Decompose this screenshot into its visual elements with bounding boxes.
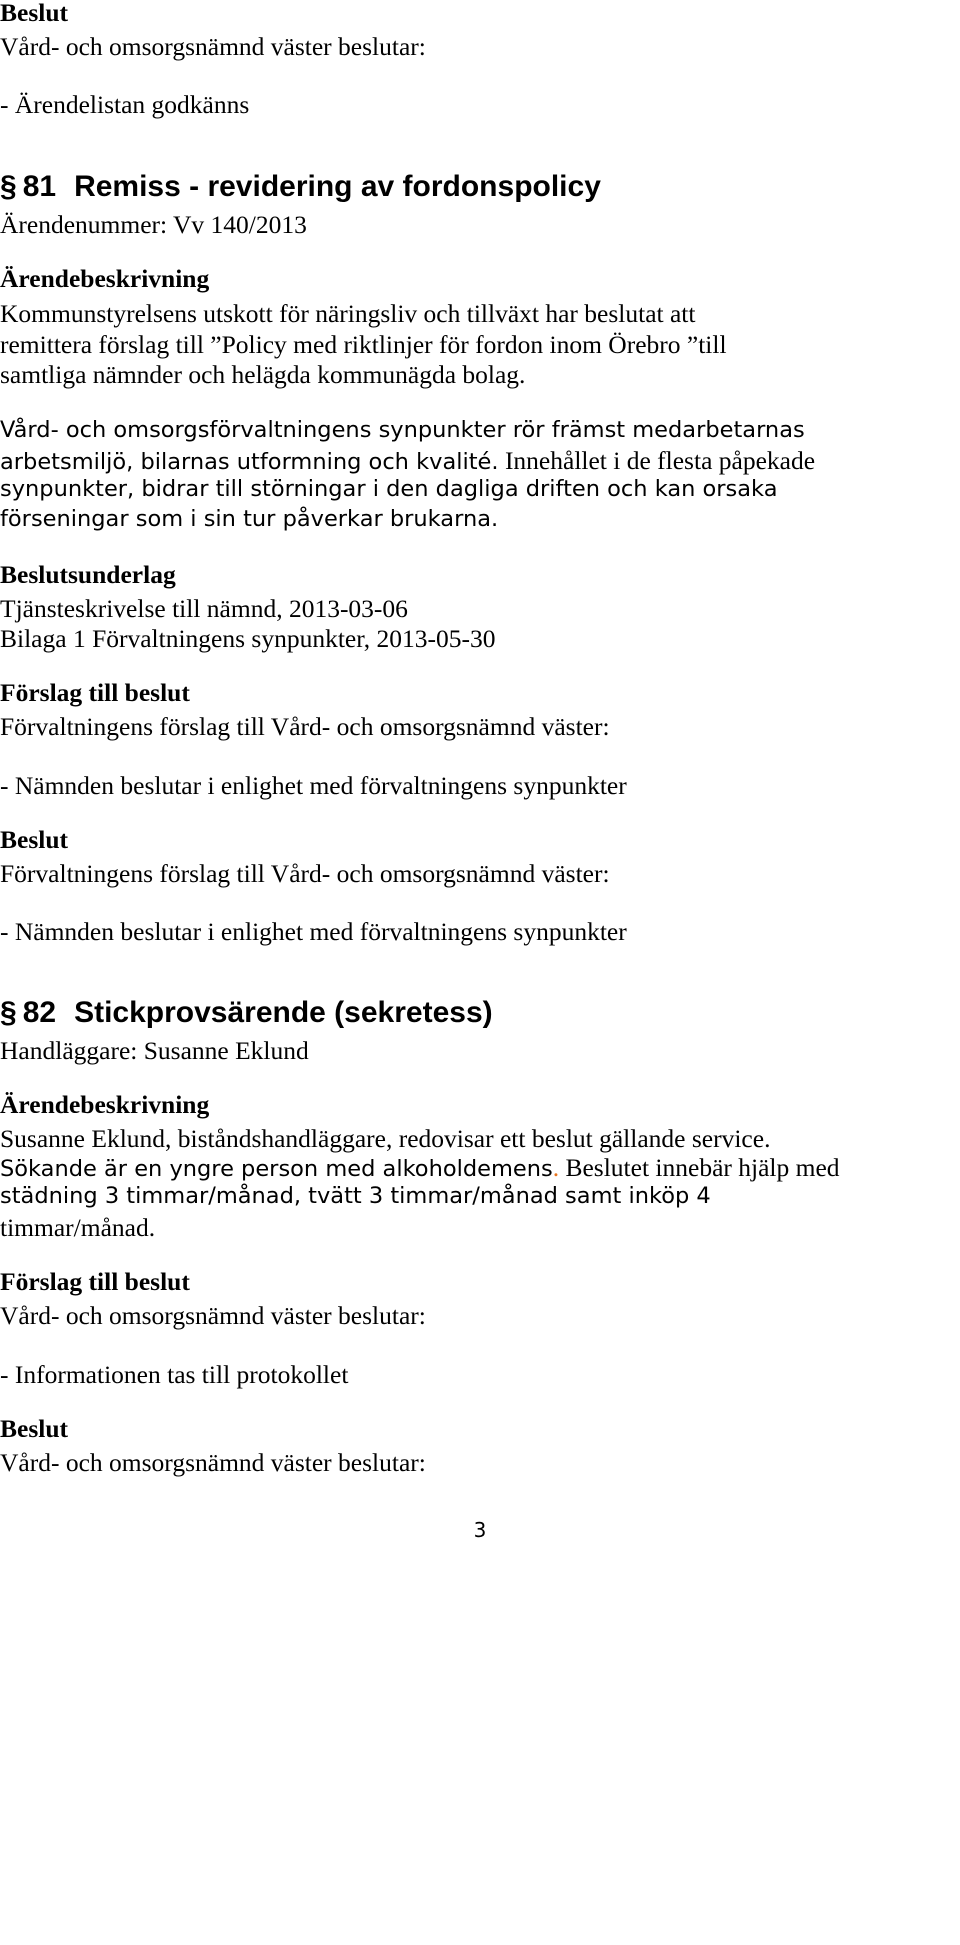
synpunkter-serif-part: Innehållet i de flesta påpekade	[498, 446, 816, 475]
forslag-heading: Förslag till beslut	[0, 1267, 190, 1296]
case-number: Ärendenummer: Vv 140/2013	[0, 210, 307, 239]
arendebeskrivning-heading: Ärendebeskrivning	[0, 264, 210, 293]
forslag-line: - Nämnden beslutar i enlighet med förvaltningens synpunkter	[0, 771, 627, 800]
underlag-item: Tjänsteskrivelse till nämnd, 2013-03-06	[0, 594, 408, 623]
forslag-heading: Förslag till beslut	[0, 678, 190, 707]
synpunkter-line: synpunkter, bidrar till störningar i den dagliga driften och kan orsaka	[0, 476, 778, 502]
section-title: Stickprovsärende (sekretess)	[74, 996, 493, 1029]
orange-period: .	[552, 1153, 560, 1182]
description-line: Susanne Eklund, biståndshandläggare, redovisar ett beslut gällande service.	[0, 1124, 771, 1153]
section-number: 82	[22, 996, 57, 1029]
section-title: Remiss - revidering av fordonspolicy	[74, 170, 601, 203]
section-symbol: §	[0, 996, 17, 1029]
forslag-line: Vård- och omsorgsnämnd väster beslutar:	[0, 1301, 426, 1330]
description-line: Kommunstyrelsens utskott för näringsliv och tillväxt har beslutat att	[0, 299, 696, 328]
synpunkter-line: förseningar som i sin tur påverkar brukarna.	[0, 506, 499, 532]
beslut-line: - Nämnden beslutar i enlighet med förvaltningens synpunkter	[0, 917, 627, 946]
section-number: 81	[22, 170, 57, 203]
beslut-heading: Beslut	[0, 1414, 69, 1443]
beslutsunderlag-heading: Beslutsunderlag	[0, 560, 176, 589]
forslag-line: - Informationen tas till protokollet	[0, 1360, 349, 1389]
description-line: städning 3 timmar/månad, tvätt 3 timmar/månad samt inköp 4	[0, 1183, 711, 1209]
beslut-heading: Beslut	[0, 825, 69, 854]
description-line: remittera förslag till ”Policy med riktlinjer för fordon inom Örebro ”till	[0, 330, 727, 359]
decision-line-top: Vård- och omsorgsnämnd väster beslutar:	[0, 32, 426, 61]
beslut-line: Vård- och omsorgsnämnd väster beslutar:	[0, 1448, 426, 1477]
beslut-line: Förvaltningens förslag till Vård- och omsorgsnämnd väster:	[0, 859, 610, 888]
handlaggare: Handläggare: Susanne Eklund	[0, 1036, 309, 1065]
section-symbol: §	[0, 170, 17, 203]
page-number: 3	[473, 1518, 487, 1542]
section-81-heading	[0, 172, 601, 202]
section-82-heading	[0, 998, 493, 1028]
description-line: samtliga nämnder och helägda kommunägda bolag.	[0, 360, 526, 389]
description-line: timmar/månad.	[0, 1213, 156, 1242]
synpunkter-line: Vård- och omsorgsförvaltningens synpunkter rör främst medarbetarnas	[0, 417, 805, 443]
arendebeskrivning-heading: Ärendebeskrivning	[0, 1090, 210, 1119]
description-line	[0, 1155, 840, 1181]
description-serif-part: Beslutet innebär hjälp med	[559, 1153, 840, 1182]
underlag-item: Bilaga 1 Förvaltningens synpunkter, 2013-05-30	[0, 624, 496, 653]
beslut-heading-top: Beslut	[0, 0, 69, 27]
description-sans-part: Sökande är en yngre person med alkoholdemens	[0, 1156, 553, 1182]
synpunkter-sans-part: arbetsmiljö, bilarnas utformning och kvalité.	[0, 449, 499, 475]
forslag-line: Förvaltningens förslag till Vård- och omsorgsnämnd väster:	[0, 712, 610, 741]
synpunkter-line	[0, 448, 815, 474]
agenda-approved-line: - Ärendelistan godkänns	[0, 90, 250, 119]
